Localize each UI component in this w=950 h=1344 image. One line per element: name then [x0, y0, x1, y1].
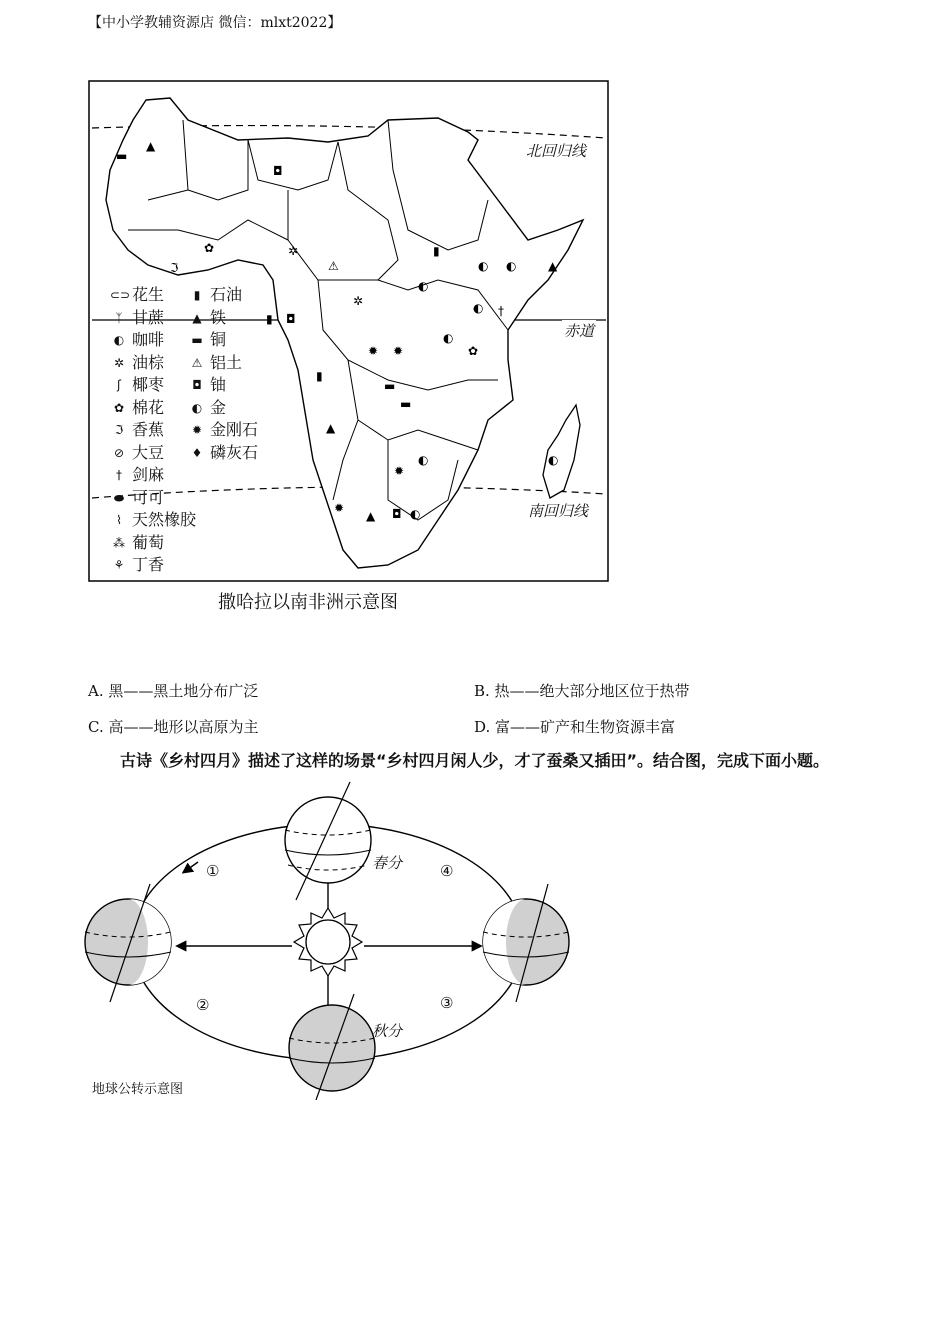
legend-item — [188, 374, 258, 397]
svg-text:✿: ✿ — [204, 241, 215, 255]
option-b[interactable]: B. 热——绝大部分地区位于热带 — [474, 682, 690, 700]
svg-text:✹: ✹ — [394, 464, 405, 478]
legend-label: 大豆 — [132, 442, 165, 462]
legend-label: 铝土 — [210, 352, 243, 372]
legend-item — [110, 554, 196, 577]
orbit-number-2: ② — [196, 996, 210, 1014]
legend-label: 甘蔗 — [132, 307, 165, 327]
svg-text:ℑ: ℑ — [170, 261, 179, 275]
iron-icon: ▲ — [192, 310, 202, 325]
phosphate-icon: ♦ — [191, 445, 203, 460]
legend-item — [188, 442, 258, 465]
tropic-capricorn-label: 南回归线 — [528, 502, 589, 520]
legend-label: 天然橡胶 — [132, 510, 197, 529]
svg-text:▲: ▲ — [366, 509, 376, 523]
svg-text:◐: ◐ — [410, 507, 421, 521]
rubber-icon: ⌇ — [116, 513, 122, 527]
svg-text:✹: ✹ — [334, 501, 345, 515]
orbit-number-1: ① — [206, 862, 220, 880]
question-stem: 古诗《乡村四月》描述了这样的场景“乡村四月闲人少，才了蚕桑又插田”。结合图，完成下面小题。 — [120, 751, 830, 770]
svg-text:▮: ▮ — [266, 312, 273, 326]
legend-item — [188, 329, 258, 352]
svg-text:◘: ◘ — [273, 164, 283, 178]
legend-item — [110, 419, 196, 442]
orbit-number-3: ③ — [440, 994, 454, 1012]
legend-label: 磷灰石 — [210, 442, 259, 462]
legend-label: 花生 — [132, 285, 165, 304]
legend-label: 剑麻 — [132, 465, 165, 484]
tropic-cancer-label: 北回归线 — [526, 142, 587, 160]
legend-label: 石油 — [210, 285, 243, 304]
date-palm-icon: ʃ — [116, 378, 122, 392]
svg-text:◘: ◘ — [392, 507, 402, 521]
coffee-icon: ◐ — [113, 333, 125, 347]
orbit-caption: 地球公转示意图 — [92, 1082, 184, 1097]
legend-item — [110, 374, 196, 397]
legend-item — [110, 284, 196, 307]
gold-icon: ◐ — [191, 400, 203, 415]
svg-text:⚠: ⚠ — [328, 259, 339, 273]
oil-palm-icon: ✲ — [113, 355, 125, 370]
legend-label: 葡萄 — [132, 532, 165, 552]
legend-label: 金刚石 — [210, 420, 259, 439]
bauxite-icon: ⚠ — [191, 355, 203, 370]
legend-item — [110, 307, 196, 330]
sisal-icon: † — [116, 468, 122, 482]
legend-label: 丁香 — [132, 555, 165, 574]
legend-label: 铀 — [210, 375, 227, 394]
sun — [294, 908, 362, 976]
sugarcane-icon: ᛉ — [115, 310, 123, 325]
legend-crops — [110, 284, 196, 577]
svg-text:◐: ◐ — [548, 453, 559, 467]
svg-text:▮: ▮ — [433, 244, 440, 258]
legend-label: 香蕉 — [132, 420, 165, 439]
legend-item — [188, 284, 258, 307]
legend-item — [110, 352, 196, 375]
legend-label: 可可 — [132, 487, 165, 507]
legend-item — [110, 329, 196, 352]
earth-right — [483, 884, 569, 1002]
svg-text:▬: ▬ — [384, 379, 396, 393]
option-c[interactable]: C. 高——地形以高原为主 — [88, 718, 259, 736]
svg-text:◐: ◐ — [473, 301, 484, 315]
cocoa-icon: ⬬ — [113, 490, 125, 505]
legend-label: 铁 — [210, 307, 227, 327]
svg-text:▲: ▲ — [146, 139, 156, 153]
cotton-icon: ✿ — [113, 400, 125, 415]
svg-text:✲: ✲ — [288, 244, 299, 258]
svg-text:✲: ✲ — [353, 294, 364, 308]
legend-item — [188, 352, 258, 375]
diamond-icon: ✹ — [191, 423, 203, 437]
grape-icon: ⁂ — [113, 535, 125, 550]
copper-icon: ▬ — [191, 333, 203, 347]
legend-label: 铜 — [210, 330, 227, 349]
soybean-icon: ⊘ — [113, 445, 125, 460]
legend-item — [110, 397, 196, 420]
map-caption: 撒哈拉以南非洲示意图 — [218, 592, 398, 613]
legend-item — [110, 532, 196, 555]
legend-label: 椰枣 — [132, 375, 165, 394]
option-a[interactable]: A. 黑——黑土地分布广泛 — [88, 682, 259, 700]
svg-text:◐: ◐ — [418, 453, 429, 467]
svg-text:▬: ▬ — [116, 149, 128, 163]
page-header: 【中小学教辅资源店 微信：mlxt2022】 — [88, 15, 342, 31]
svg-text:†: † — [498, 304, 504, 318]
legend-label: 油棕 — [132, 352, 165, 372]
earth-spring — [285, 782, 371, 900]
legend-item — [110, 487, 196, 510]
peanut-icon: ⊂⊃ — [110, 288, 131, 302]
petroleum-icon: ▮ — [193, 288, 201, 302]
legend-item — [188, 397, 258, 420]
svg-text:▬: ▬ — [400, 397, 412, 411]
uranium-icon: ◘ — [192, 378, 202, 392]
legend-item — [110, 442, 196, 465]
earth-left — [85, 884, 171, 1002]
svg-text:◐: ◐ — [443, 331, 454, 345]
svg-text:▮: ▮ — [316, 369, 323, 383]
svg-text:◐: ◐ — [418, 279, 429, 293]
legend-minerals — [188, 284, 258, 464]
svg-text:✹: ✹ — [393, 344, 404, 358]
svg-text:▲: ▲ — [326, 421, 336, 435]
equator-label: 赤道 — [564, 322, 595, 340]
svg-text:✹: ✹ — [368, 344, 379, 358]
autumn-equinox-label: 秋分 — [372, 1022, 403, 1040]
svg-text:✿: ✿ — [468, 344, 479, 358]
earth-autumn — [289, 994, 375, 1100]
option-d[interactable]: D. 富——矿产和生物资源丰富 — [474, 718, 676, 736]
svg-text:◐: ◐ — [506, 259, 517, 273]
spring-equinox-label: 春分 — [372, 854, 403, 872]
earth-orbit-diagram — [78, 780, 598, 1100]
legend-item — [110, 464, 196, 487]
orbit-number-4: ④ — [440, 862, 454, 880]
banana-icon: ℑ — [114, 423, 124, 437]
svg-text:◘: ◘ — [286, 312, 296, 326]
clove-icon: ⚘ — [113, 558, 125, 572]
svg-text:▲: ▲ — [548, 259, 558, 273]
legend-label: 咖啡 — [132, 330, 165, 349]
legend-label: 棉花 — [132, 397, 165, 417]
legend-item — [188, 419, 258, 442]
svg-text:◐: ◐ — [478, 259, 489, 273]
legend-label: 金 — [210, 397, 227, 417]
legend-item — [188, 307, 258, 330]
legend-item — [110, 509, 196, 532]
